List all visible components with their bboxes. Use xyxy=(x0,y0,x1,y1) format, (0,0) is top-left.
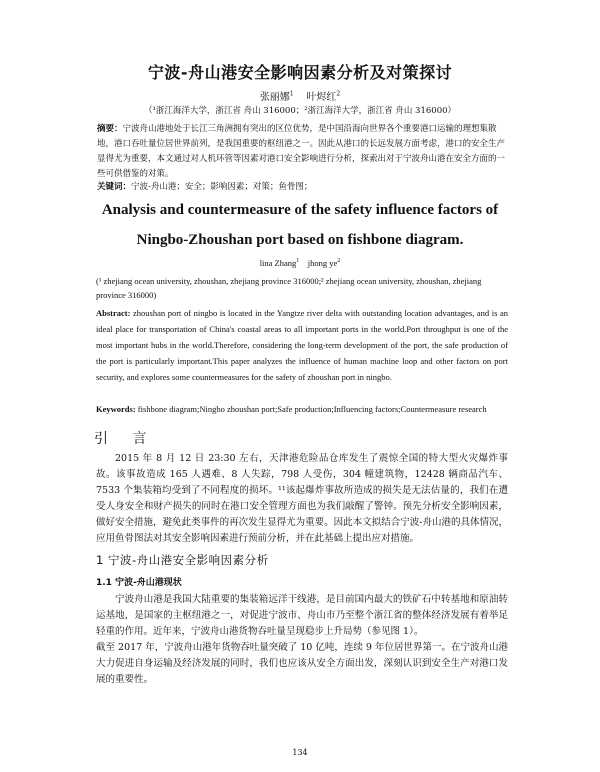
author-2-sup: 2 xyxy=(336,90,341,98)
abstract-en-label: Abstract: xyxy=(96,308,131,318)
abstract-en-text: zhoushan port of ningbo is located in the Yangtze river delta with outstanding location advantages, and is an ideal place for transportation of China's coastal areas to all important ports in the world.Port throughput is one of the most important hubs in the world.Therefore, considering the long-term development of the port, the safe production of the port is particularly important.This paper analyzes the influence of human machine loop and other factors on port security, and explores some countermeasures for the safety of zhoushan port in ningbo. xyxy=(96,308,508,382)
subsection-heading-1-1: 1.1 宁波-舟山港现状 xyxy=(96,578,182,588)
author-1: 张丽娜 xyxy=(259,92,290,103)
keywords-cn xyxy=(97,180,507,195)
abstract-cn-label: 摘要： xyxy=(97,124,123,134)
abstract-en xyxy=(96,305,508,385)
section-1-1-body xyxy=(96,592,508,688)
keywords-en-label: Keywords: xyxy=(96,404,136,414)
page-number: 134 xyxy=(292,748,308,757)
author-2: 叶烬红 xyxy=(306,92,337,103)
affiliation-en: (¹ zhejiang ocean university, zhoushan, zhejiang province 316000;² zhejiang ocean university, zhoushan, zhejiang province 316000) xyxy=(96,276,482,300)
paper-title-cn: 宁波-舟山港安全影响因素分析及对策探讨 xyxy=(147,63,453,82)
keywords-cn-label: 关键词： xyxy=(97,182,132,192)
affiliation-cn: （¹浙江海洋大学，浙江省 舟山 316000；²浙江海洋大学，浙江省 舟山 316000） xyxy=(143,106,457,116)
section-heading-intro: 引 言 xyxy=(94,431,157,447)
author-en-2-sup: 2 xyxy=(337,258,341,265)
author-en-1: lina Zhang xyxy=(259,258,297,268)
section-heading-1: 1 宁波-舟山港安全影响因素分析 xyxy=(96,553,269,567)
abstract-cn xyxy=(97,122,507,182)
authors-cn xyxy=(0,88,600,103)
keywords-en xyxy=(96,404,508,414)
paper-title-en-line1: Analysis and countermeasure of the safety influence factors of xyxy=(101,202,499,218)
abstract-cn-text: 宁波舟山港地处于长江三角洲拥有突出的区位优势，是中国沿海向世界各个重要港口运输的理想集散地，港口吞吐量位居世界前列，是我国重要的枢纽港之一。因此从港口的长远发展方面考虑，港口的安全生产显得尤为重要，本文通过对人机环管等因素对港口安全影响进行分析，探索出对于宁波舟山港在安全方面的一些可供借鉴的对策。 xyxy=(97,124,506,179)
keywords-cn-text: 宁波-舟山港；安全；影响因素；对策；鱼骨图； xyxy=(131,182,313,192)
paper-title-en-line2: Ningbo-Zhoushan port based on fishbone diagram. xyxy=(136,232,464,248)
paragraph-1-1-a: 宁波舟山港是我国大陆重要的集装箱远洋干线港，是目前国内最大的铁矿石中转基地和原油转运基地，是国家的主枢纽港之一，对促进宁波市、舟山市乃至整个浙江省的整体经济发展有着举足轻重的作用。近年来，宁波舟山港货物吞吐量呈现稳步上升局势（参见图 1）。 xyxy=(96,594,508,637)
paragraph-intro: 2015 年 8 月 12 日 23:30 左右，天津港危险品仓库发生了震惊全国的特大型火灾爆炸事故。该事故造成 165 人遇难、8 人失踪，798 人受伤，304 幢建筑物，12428 辆商品汽车、7533 个集装箱均受到了不同程度的损坏。¹¹该起爆炸事故所造成的损失是无法估量的，我们在遭受人身安全和财产损失的同时在港口安全管理方面也为我们敲醒了警钟。预先分析安全影响因素，做好安全措施，避免此类事件的再次发生显得尤为重要。因此本文拟结合宁波-舟山港的具体情况，应用鱼骨图法对其安全影响因素进行预前分析，并在此基础上提出应对措施。 xyxy=(96,453,508,544)
author-en-2: jhong ye xyxy=(307,258,338,268)
author-1-sup: 1 xyxy=(289,90,294,98)
author-en-1-sup: 1 xyxy=(296,258,300,265)
authors-en xyxy=(0,258,600,268)
keywords-en-text: fishbone diagram;Ningbo zhoushan port;Safe production;Influencing factors;Countermeasure research xyxy=(135,404,487,414)
paragraph-1-1-b: 截至 2017 年，宁波舟山港年货物吞吐量突破了 10 亿吨，连续 9 年位居世界第一。在宁波舟山港大力促进自身运输及经济发展的同时，我们也应该从安全方面出发，深刻认识到安全生产对港口发展的重要性。 xyxy=(96,642,508,685)
